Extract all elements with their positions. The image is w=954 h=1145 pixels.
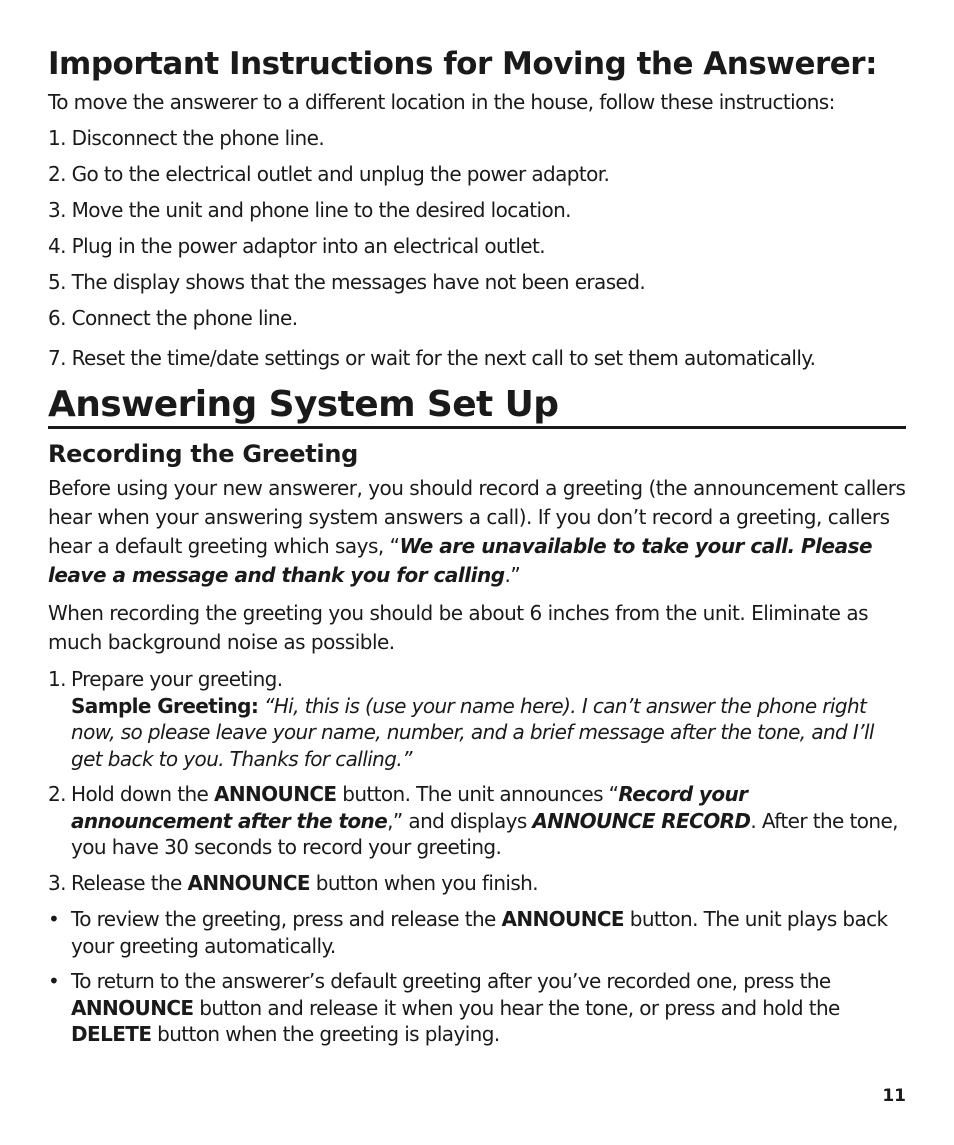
announce-button-label: ANNOUNCE [187,871,310,895]
bullet-text: To return to the answerer’s default greeting after you’ve recorded one, press the [71,969,831,993]
bullet-icon: • [48,969,60,993]
step-number: 2. [48,782,66,806]
section-underline [48,426,906,429]
bullet-text: To review the greeting, press and release the [71,907,502,931]
sample-greeting-text: “Hi, this is (use your name here). I can’t answer the phone right now, so please leave your name, number, and a brief message after the tone, and I’ll get back to you. Thanks for calling.” [71,693,874,771]
delete-button-label: DELETE [71,1022,152,1046]
distance-paragraph: When recording the greeting you should be about 6 inches from the unit. Eliminate as much background noise as possible. [48,601,869,654]
announce-button-label: ANNOUNCE [71,995,194,1020]
subsection-title: Recording the Greeting [48,440,358,468]
step-text: button. The unit announces “ [336,782,619,806]
greeting-step [48,781,906,861]
voice-prompt: Record your announcement after the tone [71,782,748,833]
step-text: Hold down the [71,782,214,806]
greeting-step [48,666,906,772]
moving-step: 5. The display shows that the messages have not been erased. [48,270,646,294]
step-text: Release the [71,871,188,895]
section-title: Answering System Set Up [48,384,559,425]
sample-greeting-label: Sample Greeting: [71,693,259,718]
step-text: Prepare your greeting. [71,667,283,691]
moving-step: 6. Connect the phone line. [48,306,298,330]
announce-button-label: ANNOUNCE [214,782,337,806]
moving-step: 4. Plug in the power adaptor into an electrical outlet. [48,234,546,258]
announce-button-label: ANNOUNCE [501,907,624,931]
step-text: . After the tone, you have 30 seconds to record your greeting. [71,808,898,859]
bullet-text: button and release it when you hear the tone, or press and hold the [193,995,840,1020]
bullet-item [48,906,906,959]
greeting-text-end: .” [504,563,521,587]
heading-moving-instructions: Important Instructions for Moving the Answerer: [48,46,877,82]
step-text: ,” and displays [387,808,533,833]
page-number: 11 [882,1086,906,1106]
greeting-paragraph [48,474,908,590]
bullet-text: button. The unit plays back your greeting automatically. [71,907,888,958]
moving-step: 3. Move the unit and phone line to the desired location. [48,198,571,222]
moving-step: 2. Go to the electrical outlet and unplug the power adaptor. [48,162,610,186]
greeting-text: Before using your new answerer, you should record a greeting (the announcement callers hear when your answering system answers a call). If you don’t record a greeting, callers hear a default greeting which says, “ [48,476,906,558]
step-text: button when you finish. [309,871,539,895]
greeting-step [48,870,906,897]
default-greeting-quote: We are unavailable to take your call. Please leave a message and thank you for calling [48,534,873,587]
step-number: 1. [48,667,66,691]
moving-step: 7. Reset the time/date settings or wait for the next call to set them automatically. [48,346,816,370]
bullet-item [48,968,906,1048]
moving-step: 1. Disconnect the phone line. [48,126,325,150]
step-number: 3. [48,871,66,895]
bullet-text: button when the greeting is playing. [151,1022,500,1046]
display-message: ANNOUNCE RECORD [532,808,751,833]
moving-intro-text: To move the answerer to a different location in the house, follow these instructions: [48,90,835,114]
bullet-icon: • [48,907,60,931]
